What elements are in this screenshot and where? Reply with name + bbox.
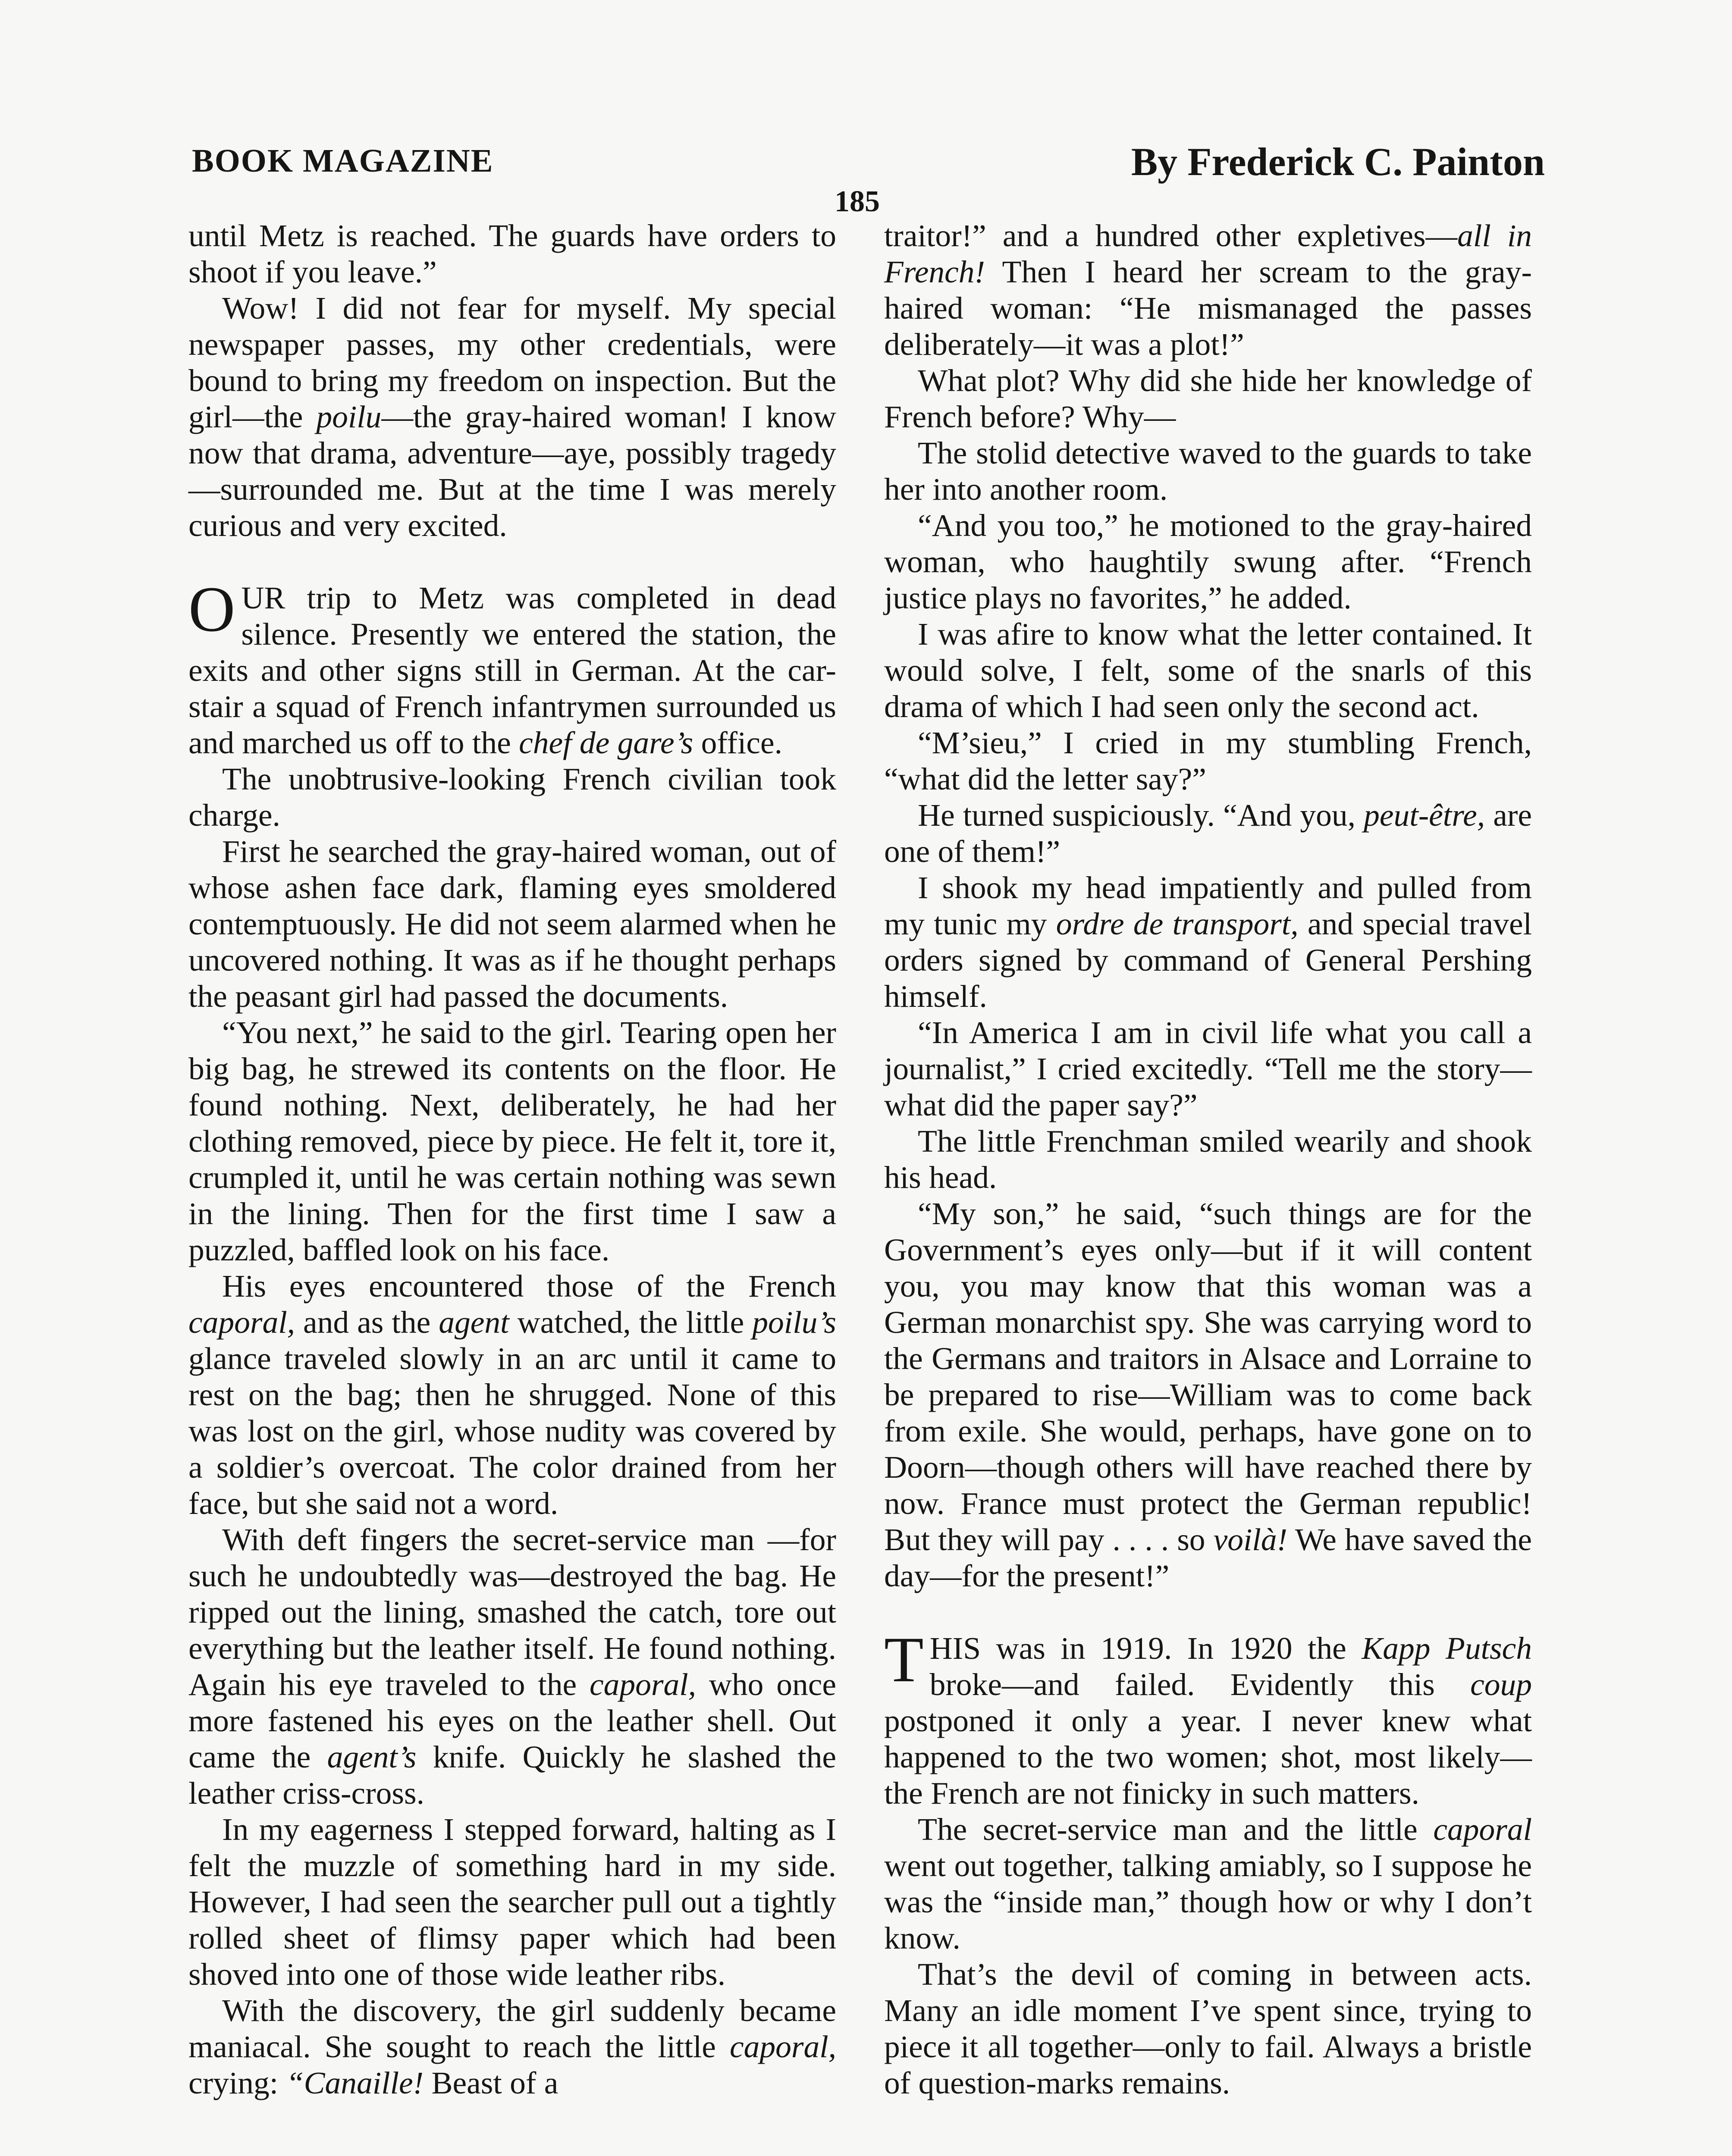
body-paragraph — [188, 834, 836, 1015]
body-paragraph — [188, 1993, 836, 2101]
paragraph-text: In my eagerness I stepped forward, halting as I felt the muzzle of something hard in my side. However, I had seen the searcher pull out a tightly rolled sheet of flimsy paper which had been shoved into one of those wide leather ribs. — [188, 1812, 836, 1992]
paragraph-text: “In America I am in civil life what you call a journalist,” I cried excitedly. “Tell me the story—what did the paper say?” — [884, 1015, 1532, 1122]
drop-cap: T — [884, 1624, 924, 1695]
author-byline: By Frederick C. Painton — [1131, 140, 1545, 184]
body-paragraph — [884, 1196, 1532, 1594]
paragraph-text: traitor!” and a hundred other expletives—all in French! Then I heard her scream to the gray-haired woman: “He mismanaged the passes deliberately—it was a plot!” — [884, 218, 1532, 362]
body-paragraph — [884, 1811, 1532, 1956]
paragraph-text: “And you too,” he motioned to the gray-haired woman, who haughtily swung after. “French justice plays no favorites,” he added. — [884, 508, 1532, 615]
paragraph-text: I shook my head impatiently and pulled from my tunic my ordre de transport, and special travel orders signed by command of General Pershing himself. — [884, 870, 1532, 1014]
body-paragraph — [884, 508, 1532, 616]
body-paragraph — [884, 363, 1532, 435]
paragraph-text: That’s the devil of coming in between acts. Many an idle moment I’ve spent since, trying to piece it all together—only to fail. Always a bristle of question-marks remains. — [884, 1957, 1532, 2100]
paragraph-text: First he searched the gray-haired woman, out of whose ashen face dark, flaming eyes smoldered contemptuously. He did not seem alarmed when he uncovered nothing. It was as if he thought perhaps the peasant girl had passed the documents. — [188, 834, 836, 1014]
paragraph-text: The stolid detective waved to the guards to take her into another room. — [884, 436, 1532, 507]
page-number: 185 — [835, 185, 880, 218]
paragraph-text: What plot? Why did she hide her knowledge of French before? Why— — [884, 363, 1532, 434]
paragraph-text: “My son,” he said, “such things are for the Government’s eyes only—but if it will content you, you may know that this woman was a German monarchist spy. She was carrying word to the Germans and traitors in Alsace and Lorraine to be prepared to rise—William was to come back from exile. She would, perhaps, have gone on to Doorn—though others will have reached there by now. France must protect the German republic! But they will pay . . . . so voilà! We have saved the day—for the present!” — [884, 1196, 1532, 1593]
body-paragraph — [884, 1123, 1532, 1196]
body-paragraph — [188, 290, 836, 544]
paragraph-text: “You next,” he said to the girl. Tearing open her big bag, he strewed its contents on the floor. He found nothing. Next, deliberately, he had her clothing removed, piece by piece. He felt it, tore it, crumpled it, until he was certain nothing was sewn in the lining. Then for the first time I saw a puzzled, baffled look on his face. — [188, 1015, 836, 1267]
paragraph-text: HIS was in 1919. In 1920 the Kapp Putsch broke—and failed. Evidently this coup postponed it only a year. I never knew what happened to the two women; shot, most likely—the French are not finicky in such matters. — [884, 1631, 1532, 1811]
body-paragraph — [884, 616, 1532, 725]
body-paragraph — [884, 725, 1532, 797]
magazine-title: BOOK MAGAZINE — [192, 143, 494, 179]
paragraph-text: I was afire to know what the letter contained. It would solve, I felt, some of the snarls of this drama of which I had seen only the second act. — [884, 617, 1532, 724]
continued-paragraph — [884, 218, 1532, 363]
paragraph-text: until Metz is reached. The guards have orders to shoot if you leave.” — [188, 218, 836, 289]
left-text-column — [188, 218, 836, 2101]
paragraph-text: His eyes encountered those of the French caporal, and as the agent watched, the little poilu’s glance traveled slowly in an arc until it came to rest on the bag; then he shrugged. None of this was lost on the girl, whose nudity was covered by a soldier’s overcoat. The color drained from her face, but she said not a word. — [188, 1269, 836, 1521]
paragraph-text: Wow! I did not fear for myself. My special newspaper passes, my other credentials, were bound to bring my freedom on inspection. But the girl—the poilu—the gray-haired woman! I know now that drama, adventure—aye, possibly tragedy—surrounded me. But at the time I was merely curious and very excited. — [188, 291, 836, 543]
paragraph-text: The little Frenchman smiled wearily and shook his head. — [884, 1124, 1532, 1195]
body-paragraph — [884, 870, 1532, 1015]
section-opening-paragraph — [884, 1624, 1532, 1811]
body-paragraph — [884, 797, 1532, 870]
paragraph-text: UR trip to Metz was completed in dead silence. Presently we entered the station, the exits and other signs still in German. At the car-stair a squad of French infantrymen surrounded us and marched us off to the chef de gare’s office. — [188, 580, 836, 760]
body-paragraph — [188, 1522, 836, 1811]
paragraph-text: With deft fingers the secret-service man —for such he undoubtedly was—destroyed the bag. He ripped out the lining, smashed the catch, tore out everything but the leather itself. He found nothing. Again his eye traveled to the caporal, who once more fastened his eyes on the leather shell. Out came the agent’s knife. Quickly he slashed the leather criss-cross. — [188, 1522, 837, 1811]
right-text-column — [884, 218, 1532, 2101]
body-paragraph — [884, 1956, 1532, 2101]
body-paragraph — [188, 1268, 836, 1522]
body-paragraph — [884, 1015, 1532, 1123]
body-paragraph — [188, 761, 836, 834]
paragraph-text: With the discovery, the girl suddenly became maniacal. She sought to reach the little caporal, crying: “Canaille! Beast of a — [188, 1993, 836, 2100]
paragraph-text: “M’sieu,” I cried in my stumbling French, “what did the letter say?” — [884, 725, 1532, 796]
section-opening-paragraph — [188, 573, 836, 761]
body-paragraph — [188, 1015, 836, 1268]
paragraph-text: The unobtrusive-looking French civilian took charge. — [188, 761, 836, 833]
body-paragraph — [188, 1811, 836, 1993]
paragraph-text: He turned suspiciously. “And you, peut-être, are one of them!” — [884, 798, 1532, 869]
continued-paragraph — [188, 218, 836, 290]
drop-cap: O — [188, 573, 235, 645]
paragraph-text: The secret-service man and the little caporal went out together, talking amiably, so I suppose he was the “inside man,” though how or why I don’t know. — [884, 1812, 1532, 1955]
body-paragraph — [884, 435, 1532, 508]
